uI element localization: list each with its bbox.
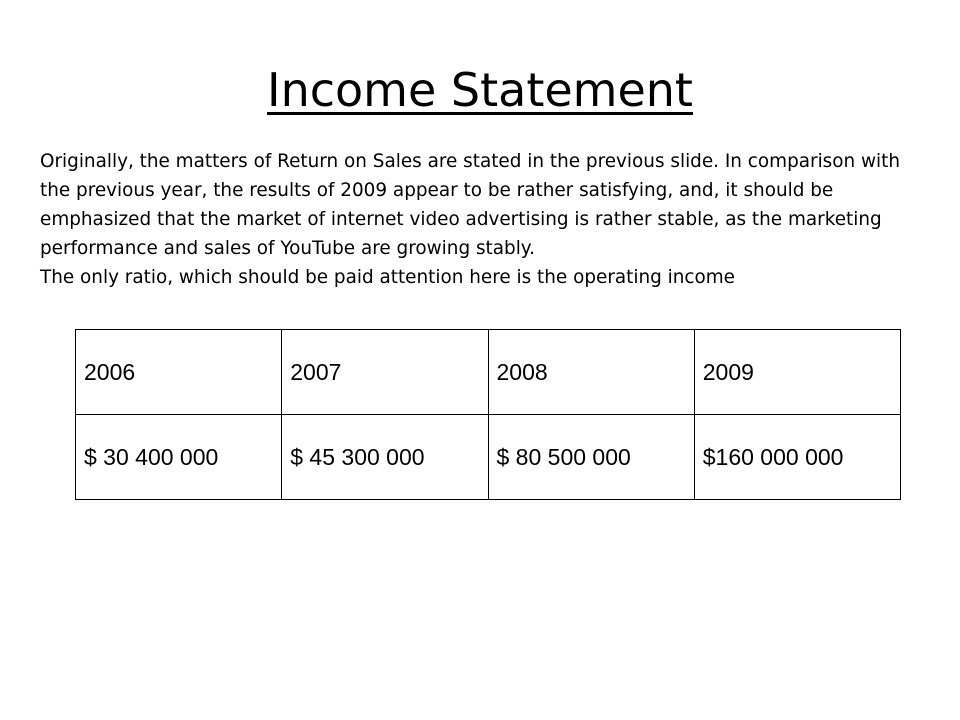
table-row-years	[76, 330, 901, 415]
table-cell-value: $ 45 300 000	[282, 415, 488, 500]
slide-title-text: Income Statement	[267, 63, 693, 117]
slide-body	[40, 147, 910, 292]
table-cell-year: 2007	[282, 330, 488, 415]
table-row-values	[76, 415, 901, 500]
body-paragraph: The only ratio, which should be paid attention here is the operating income	[40, 267, 736, 288]
slide-title	[0, 56, 960, 124]
table-cell-year: 2008	[488, 330, 694, 415]
table-cell-value: $ 30 400 000	[76, 415, 282, 500]
body-paragraph: Originally, the matters of Return on Sales are stated in the previous slide. In comparison with the previous year, the results of 2009 appear to be rather satisfying, and, it should be emphasized that the market of internet video advertising is rather stable, as the marketing performance and sales of YouTube are growing stably.	[40, 151, 901, 259]
table-cell-value: $ 80 500 000	[488, 415, 694, 500]
table-cell-year: 2006	[76, 330, 282, 415]
table-cell-year: 2009	[694, 330, 900, 415]
income-table	[75, 329, 901, 500]
table-cell-value: $160 000 000	[694, 415, 900, 500]
